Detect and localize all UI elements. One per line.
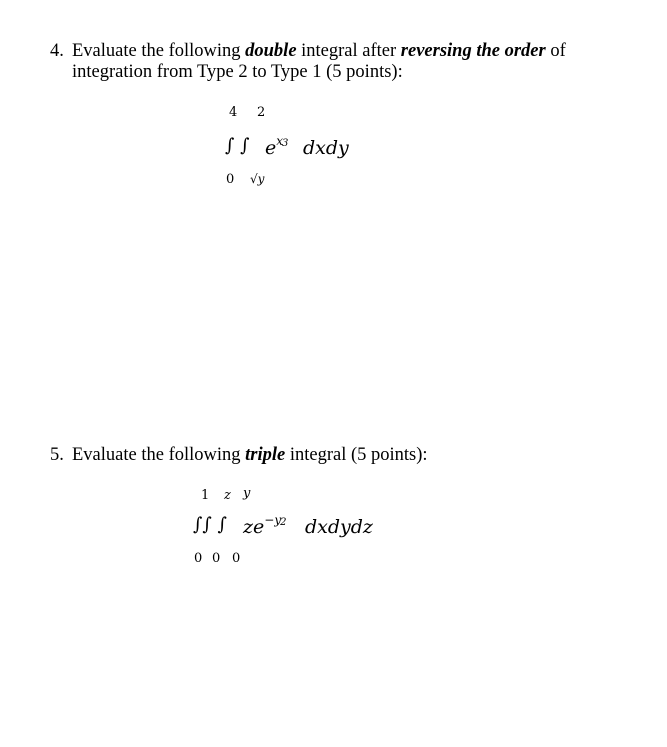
q5-lower-limit-3: 0 bbox=[232, 551, 241, 566]
question-4 bbox=[50, 41, 650, 83]
q4-integrand bbox=[265, 134, 289, 159]
q5-exponent-power: 2 bbox=[280, 517, 287, 528]
q4-differentials: dxdy bbox=[303, 137, 349, 159]
question-4-line-1 bbox=[50, 41, 650, 62]
question-5-text-b: integral (5 points): bbox=[285, 445, 428, 465]
q4-integrand-base: e bbox=[265, 137, 277, 159]
question-4-text-b: integral after bbox=[296, 41, 401, 61]
question-5-text-a: Evaluate the following bbox=[72, 445, 246, 465]
q5-lower-limit-2: 0 bbox=[212, 551, 221, 566]
q5-integral-signs: ∫∫ ∫ bbox=[193, 514, 227, 535]
question-4-number: 4. bbox=[50, 41, 64, 61]
question-4-line-2: integration from Type 2 to Type 1 (5 points): bbox=[72, 62, 403, 82]
q5-integrand-base: ze bbox=[243, 516, 265, 538]
q4-outer-lower-limit: 0 bbox=[226, 172, 235, 187]
question-4-text-a: Evaluate the following bbox=[72, 41, 246, 61]
q5-upper-limit-1: 1 bbox=[201, 488, 210, 503]
q4-exponent-base: x bbox=[276, 134, 284, 148]
q5-upper-limit-2: z bbox=[224, 488, 231, 503]
q4-integral-signs: ∫ ∫ bbox=[225, 135, 250, 156]
q5-exponent: −y bbox=[264, 513, 282, 527]
question-4-emphasis-reversing: reversing the order bbox=[400, 41, 546, 61]
q4-outer-upper-limit: 4 bbox=[229, 105, 238, 120]
q5-upper-limit-3: y bbox=[243, 486, 251, 501]
question-5 bbox=[50, 445, 650, 466]
q5-lower-limit-1: 0 bbox=[194, 551, 203, 566]
question-4-emphasis-double: double bbox=[245, 41, 297, 61]
question-5-number: 5. bbox=[50, 445, 64, 465]
question-4-text-c: of bbox=[545, 41, 566, 61]
q5-integrand bbox=[243, 513, 287, 538]
question-5-emphasis-triple: triple bbox=[245, 445, 286, 465]
q4-inner-upper-limit: 2 bbox=[257, 105, 266, 120]
q5-differentials: dxdydz bbox=[305, 516, 373, 538]
q4-inner-lower-limit: √y bbox=[250, 172, 265, 186]
q4-exponent-power: 3 bbox=[282, 138, 289, 149]
